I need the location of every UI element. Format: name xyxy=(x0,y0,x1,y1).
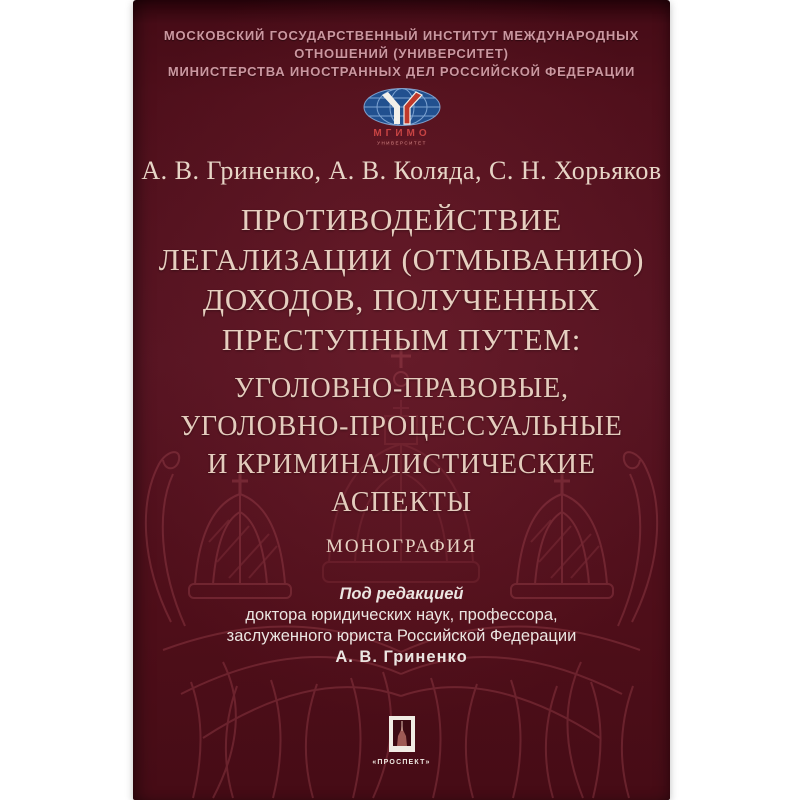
institute-line-2: ОТНОШЕНИЙ (УНИВЕРСИТЕТ) xyxy=(294,46,509,61)
title-line: ЛЕГАЛИЗАЦИИ (ОТМЫВАНИЮ) xyxy=(158,242,645,277)
institute-header xyxy=(133,27,670,81)
editor-intro: Под редакцией xyxy=(339,585,464,603)
institute-line-3: МИНИСТЕРСТВА ИНОСТРАННЫХ ДЕЛ РОССИЙСКОЙ ФЕДЕРАЦИИ xyxy=(167,64,636,79)
svg-text:МГИМО: МГИМО xyxy=(372,128,431,139)
prospekt-tower-icon xyxy=(389,716,415,752)
subtitle-line: УГОЛОВНО-ПРАВОВЫЕ, xyxy=(234,373,569,404)
publisher-label: «ПРОСПЕКТ» xyxy=(372,759,431,766)
mgimo-logo xyxy=(133,88,670,150)
book-title xyxy=(133,200,670,360)
book-cover xyxy=(133,0,670,800)
editor-name: А. В. Гриненко xyxy=(335,648,468,666)
institute-line-1: МОСКОВСКИЙ ГОСУДАРСТВЕННЫЙ ИНСТИТУТ МЕЖДУНАРОДНЫХ xyxy=(163,28,640,43)
title-line: ДОХОДОВ, ПОЛУЧЕННЫХ xyxy=(202,282,601,317)
subtitle-line: АСПЕКТЫ xyxy=(331,487,472,518)
title-line: ПРОТИВОДЕЙСТВИЕ xyxy=(240,202,563,237)
subtitle-line: УГОЛОВНО-ПРОЦЕССУАЛЬНЫЕ xyxy=(180,411,623,442)
edition-type: МОНОГРАФИЯ xyxy=(325,536,478,557)
editor-block xyxy=(133,584,670,668)
editor-line: заслуженного юриста Российской Федерации xyxy=(226,627,577,645)
book-subtitle xyxy=(133,370,670,522)
mgimo-globe-icon xyxy=(350,88,454,150)
title-line: ПРЕСТУПНЫМ ПУТЕМ: xyxy=(221,322,582,357)
publisher-logo xyxy=(133,716,670,766)
authors-line: А. В. Гриненко, А. В. Коляда, С. Н. Хорьяков xyxy=(141,156,662,185)
editor-line: доктора юридических наук, профессора, xyxy=(245,606,558,624)
svg-text:УНИВЕРСИТЕТ: УНИВЕРСИТЕТ xyxy=(376,140,427,146)
subtitle-line: И КРИМИНАЛИСТИЧЕСКИЕ xyxy=(207,449,596,480)
